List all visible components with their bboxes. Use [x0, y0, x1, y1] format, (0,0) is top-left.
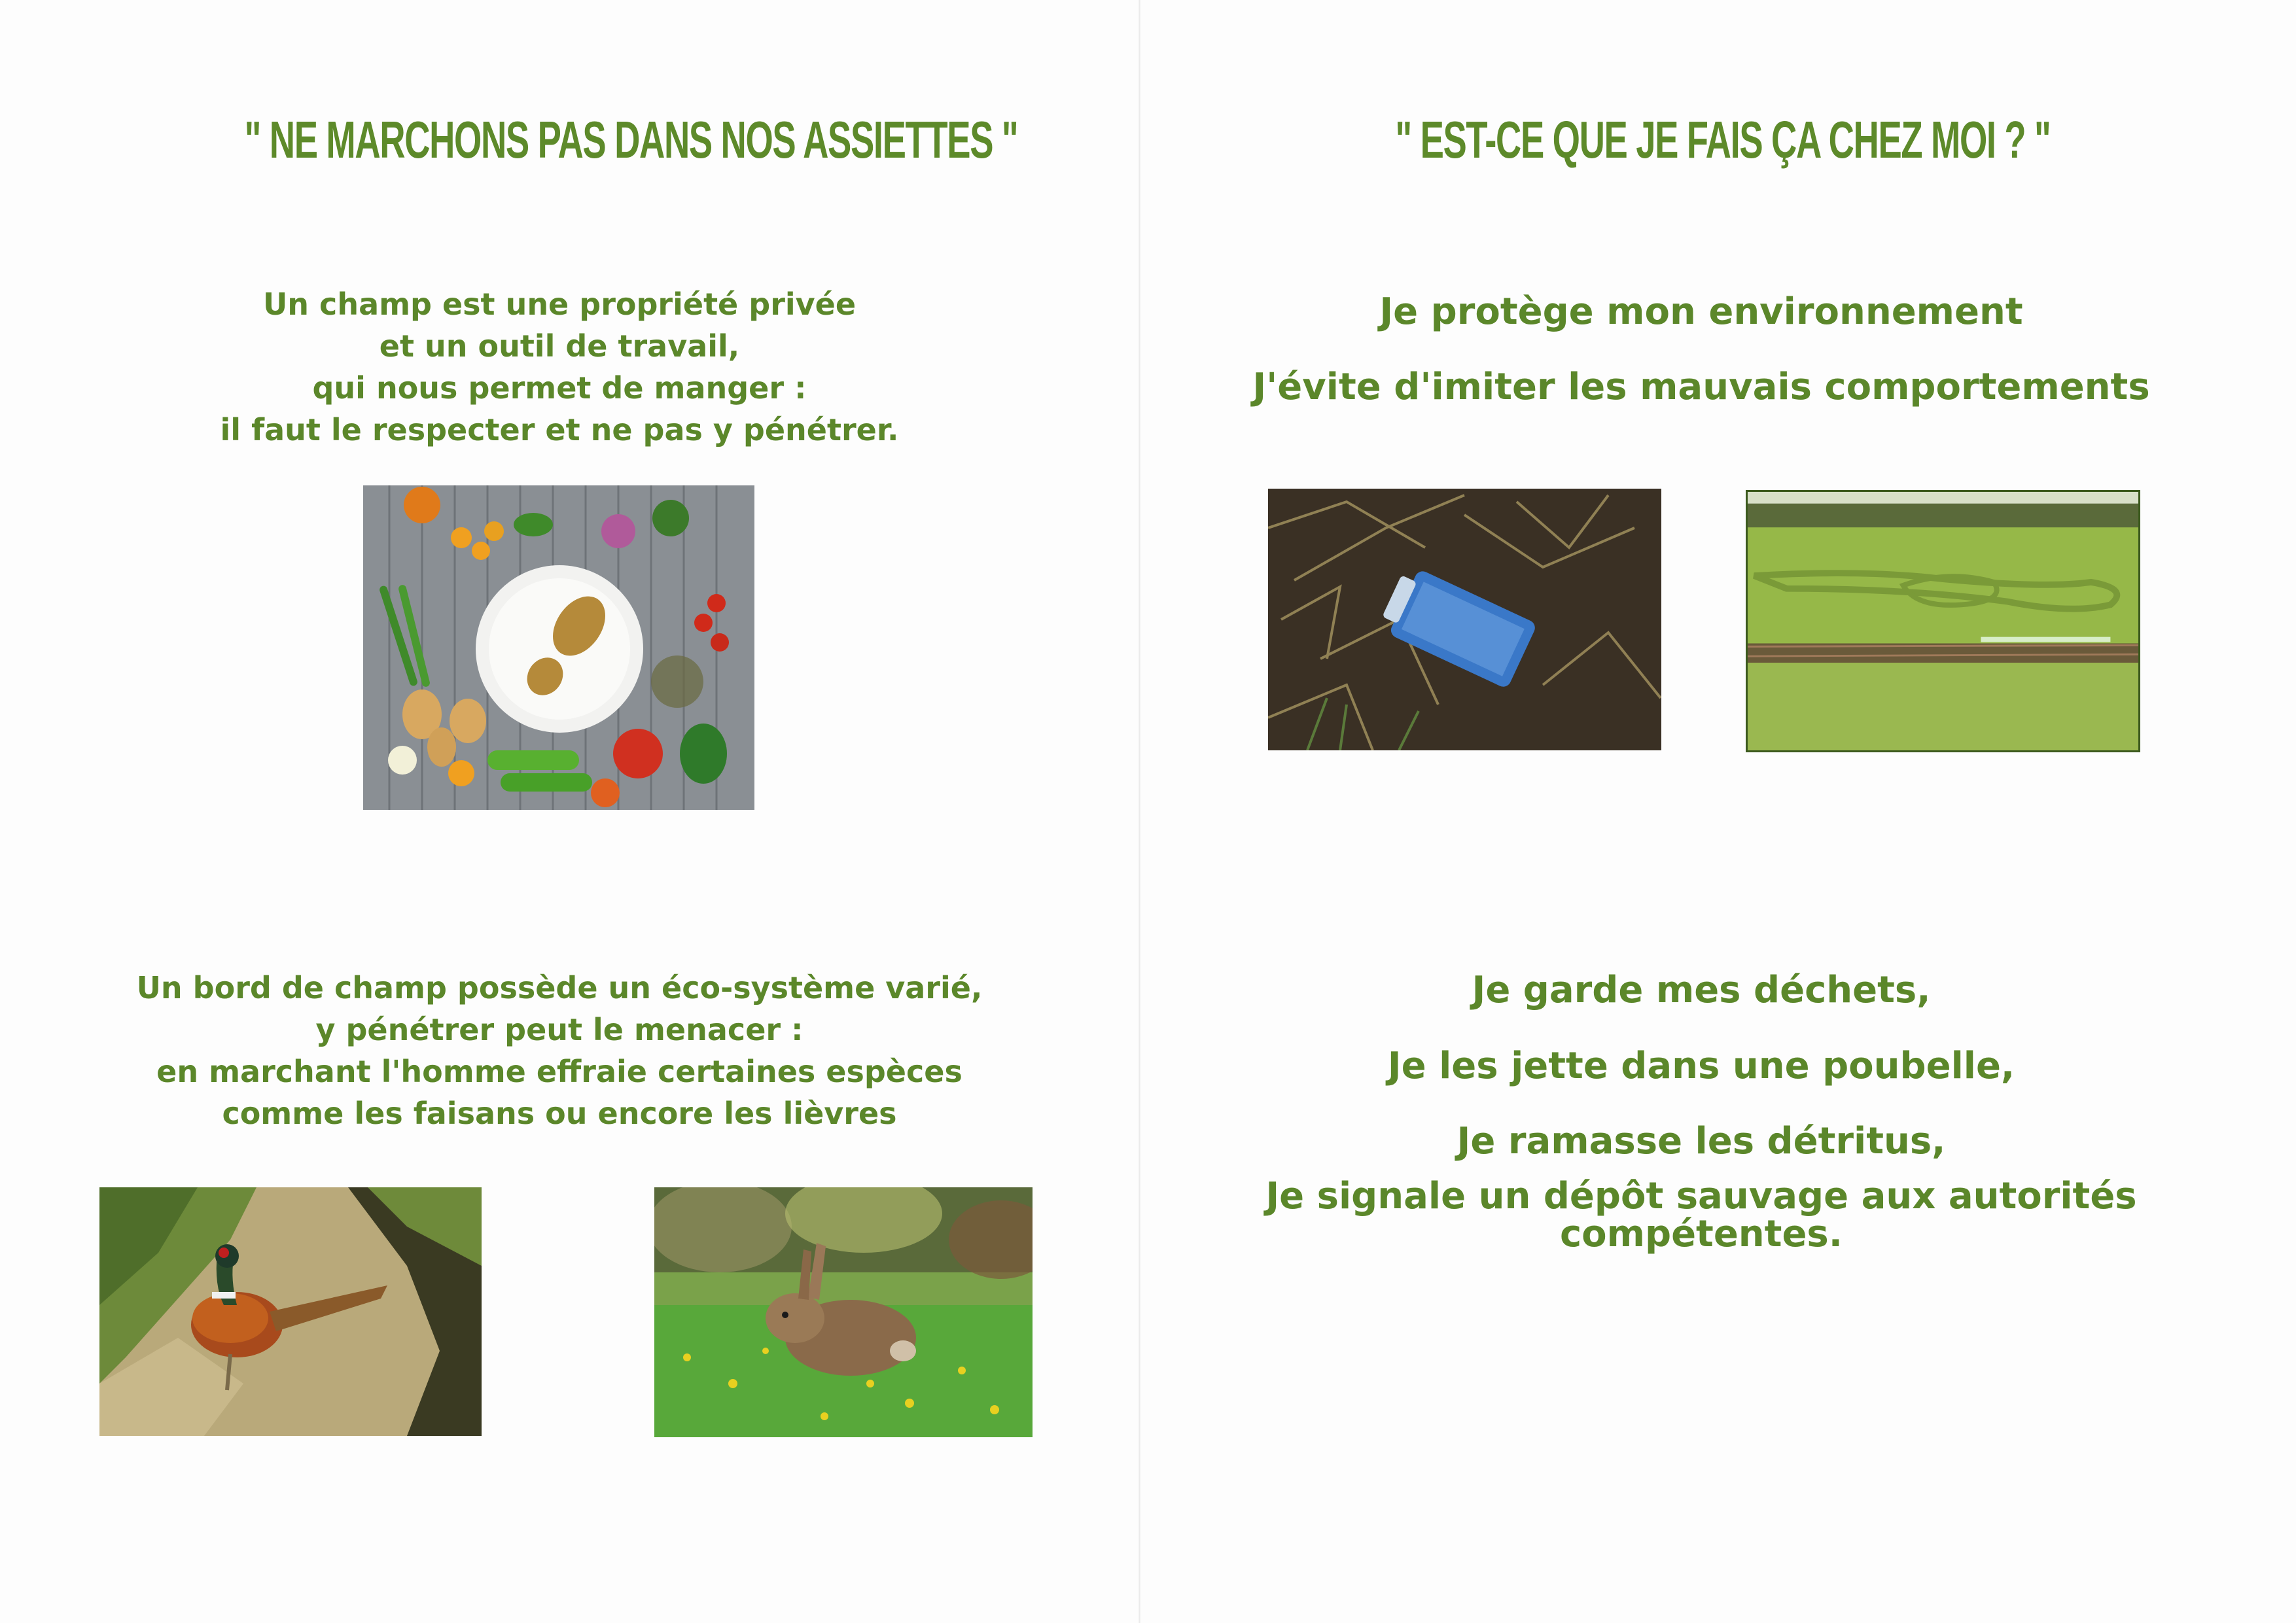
food-plate-image	[363, 485, 754, 810]
text-line: qui nous permet de manger :	[312, 370, 807, 406]
text-line: en marchant l'homme effraie certaines espèces	[156, 1054, 963, 1089]
text-line: il faut le respecter et ne pas y pénétrer.	[220, 412, 899, 447]
left-title: " NE MARCHONS PAS DANS NOS ASSIETTES "	[244, 111, 1018, 169]
litter-bottle-image	[1268, 489, 1661, 750]
left-paragraph-2	[98, 967, 1021, 1134]
pheasant-image	[99, 1187, 482, 1436]
text-line: comme les faisans ou encore les lièvres	[222, 1096, 897, 1131]
right-line-1: Je protège mon environnement	[1379, 290, 2023, 333]
text-line: Je signale un dépôt sauvage aux autorités	[1265, 1175, 2137, 1217]
text-line: y pénétrer peut le menacer :	[315, 1012, 804, 1047]
action-use-bin: Je les jette dans une poubelle,	[1387, 1045, 2015, 1087]
right-line-2: J'évite d'imiter les mauvais comportements	[1252, 366, 2150, 408]
trampled-field-image	[1746, 490, 2140, 752]
rabbit-image	[654, 1187, 1033, 1437]
action-keep-waste: Je garde mes déchets,	[1472, 969, 1931, 1011]
action-pick-up-litter: Je ramasse les détritus,	[1457, 1120, 1946, 1162]
left-paragraph-1	[196, 283, 923, 451]
text-line: compétentes.	[1559, 1213, 1843, 1255]
right-title: " EST-CE QUE JE FAIS ÇA CHEZ MOI ? "	[1395, 111, 2051, 169]
text-line: Un champ est une propriété privée	[262, 287, 857, 322]
text-line: Un bord de champ possède un éco-système varié,	[136, 970, 983, 1005]
action-report-dumping	[1243, 1175, 2159, 1255]
page-fold	[1139, 0, 1140, 1623]
text-line: et un outil de travail,	[379, 328, 740, 364]
